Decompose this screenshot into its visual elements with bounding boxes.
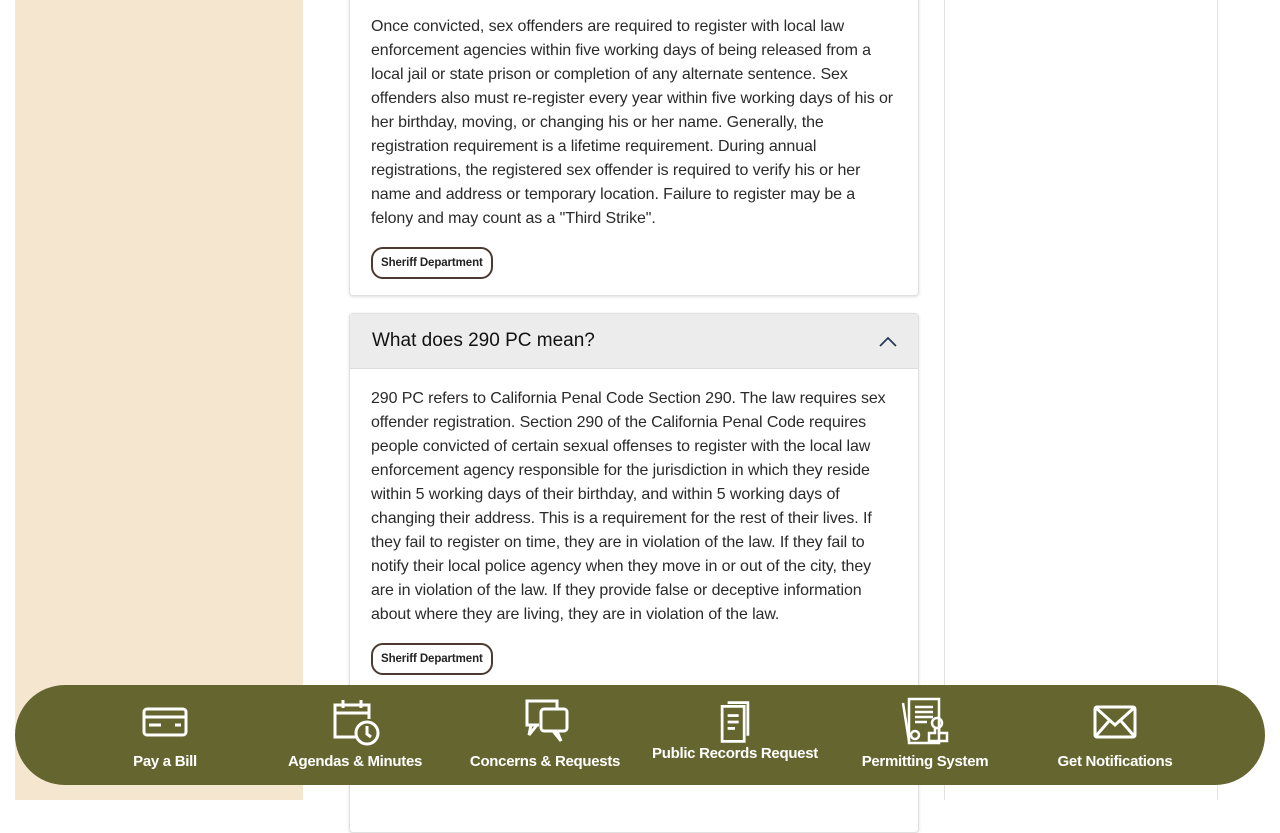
permit-stamp-icon [899,697,951,747]
faq-answer: Once convicted, sex offenders are required to register with local law enforcement agencies within five working days of being released from a local jail or state prison or completion of any alternate sentence. Sex offenders also must re-register every year within five working days of his or her birthday, moving, or changing his or her name. Generally, the registration requirement is a lifetime requirement. During annual registrations, the registered sex offender is required to verify his or her name and address or temporary location. Failure to register may be a felony and may count as a "Third Strike". [371,18,894,227]
public-records-link[interactable]: Public Records Request [640,685,830,785]
divider [1217,0,1218,800]
faq-item [349,0,919,296]
left-sidebar-background [15,0,303,800]
pay-bill-link[interactable]: Pay a Bill [70,685,260,785]
documents-icon [709,699,761,745]
chevron-up-icon [878,335,898,347]
faq-question-toggle[interactable] [350,314,918,369]
permitting-system-link[interactable]: Permitting System [830,685,1020,785]
faq-question: What does 290 PC mean? [372,330,595,351]
faq-answer: 290 PC refers to California Penal Code Section 290. The law requires sex offender registration. Section 290 of the California Penal Code requires people convicted of certain sexual offenses to register with the local law enforcement agency responsible for the jurisdiction in which they reside within 5 working days of their birthday, and within 5 working days of changing their address. This is a requirement for the rest of their lives. If they fail to register on time, they are in violation of the law. If they fail to notify their local police agency when they move in or out of the city, they are in violation of the law. If they provide false or deceptive information about where they are living, they are in violation of the law. [371,390,886,623]
agendas-minutes-link[interactable]: Agendas & Minutes [260,685,450,785]
department-tag[interactable]: Sheriff Department [371,643,493,675]
credit-card-icon [139,697,191,747]
calendar-clock-icon [329,697,381,747]
get-notifications-link[interactable]: Get Notifications [1020,685,1210,785]
chat-bubbles-icon [519,697,571,747]
divider [944,0,945,800]
concerns-requests-link[interactable]: Concerns & Requests [450,685,640,785]
department-tag[interactable]: Sheriff Department [371,247,493,279]
envelope-icon [1089,697,1141,747]
quick-links-bar [15,685,1265,785]
